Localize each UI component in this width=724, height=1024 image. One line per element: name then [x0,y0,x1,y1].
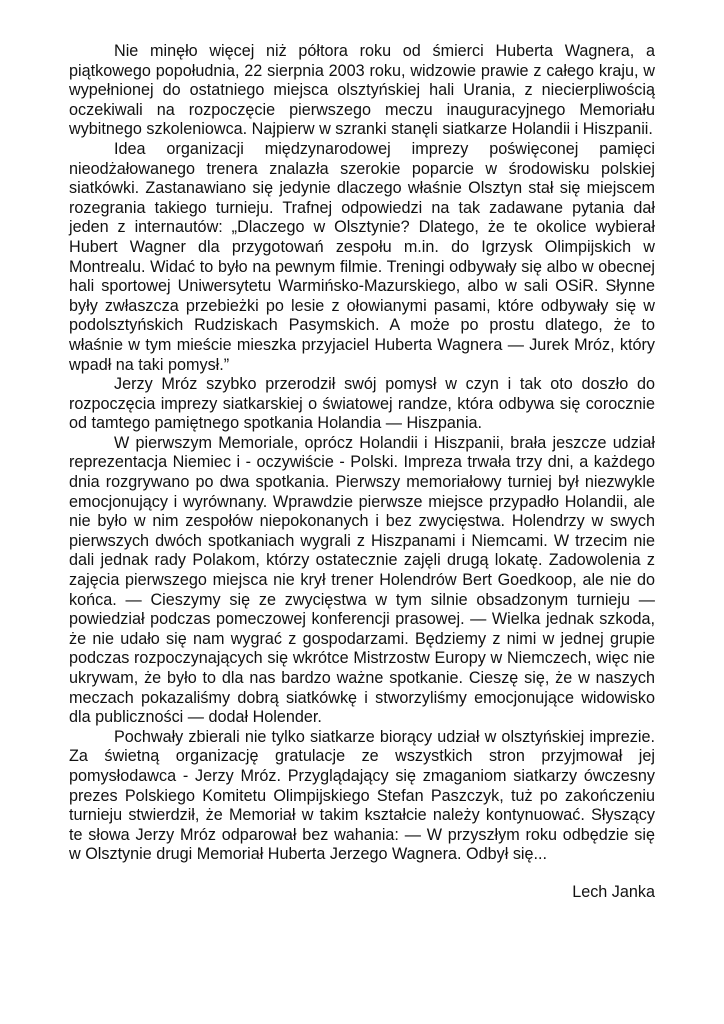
paragraph-5: Pochwały zbierali nie tylko siatkarze biorący udział w olsztyńskiej imprezie. Za świetną organizację gratulacje ze wszystkich stron przyjmował jej pomysłodawca - Jerzy Mróz. Przyglądający się zmaganiom siatkarzy ówczesny prezes Polskiego Komitetu Olimpijskiego Stefan Paszczyk, tuż po zakończeniu turnieju stwierdził, że Memoriał w takim kształcie należy kontynuować. Słyszący te słowa Jerzy Mróz odparował bez wahania: — W przyszłym roku odbędzie się w Olsztynie drugi Memoriał Huberta Jerzego Wagnera. Odbył się... [69,727,655,864]
document-page [69,42,655,903]
paragraph-2: Idea organizacji międzynarodowej imprezy poświęconej pamięci nieodżałowanego trenera znalazła szerokie poparcie w środowisku polskiej siatkówki. Zastanawiano się jedynie dlaczego właśnie Olsztyn stał się miejscem rozegrania takiego turnieju. Trafnej odpowiedzi na tak zadawane pytania dał jeden z internautów: „Dlaczego w Olsztynie? Dlatego, że te okolice wybierał Hubert Wagner dla przygotowań zespołu m.in. do Igrzysk Olimpijskich w Montrealu. Widać to było na pewnym filmie. Treningi odbywały się albo w obecnej hali sportowej Uniwersytetu Warmińsko-Mazurskiego, albo w sali OSiR. Słynne były zwłaszcza przebieżki po lesie z ołowianymi pasami, które odbywały się w podolsztyńskich Rudziskach Pasymskich. A może po prostu dlatego, że to właśnie w tym mieście mieszka przyjaciel Huberta Wagnera — Jurek Mróz, który wpadł na taki pomysł.” [69,139,655,374]
paragraph-1: Nie minęło więcej niż półtora roku od śmierci Huberta Wagnera, a piątkowego popołudnia, 22 sierpnia 2003 roku, widzowie prawie z całego kraju, w wypełnionej do ostatniego miejsca olsztyńskiej hali Urania, z niecierpliwością oczekiwali na rozpoczęcie pierwszego meczu inauguracyjnego Memoriału wybitnego szkoleniowca. Najpierw w szranki stanęli siatkarze Holandii i Hiszpanii. [69,42,655,139]
paragraph-4: W pierwszym Memoriale, oprócz Holandii i Hiszpanii, brała jeszcze udział reprezentacja Niemiec i - oczywiście - Polski. Impreza trwała trzy dni, a każdego dnia rozgrywano po dwa spotkania. Pierwszy memoriałowy turniej był niezwykle emocjonujący i wyrównany. Wprawdzie pierwsze miejsce przypadło Holandii, ale nie było w nim zespołów niepokonanych i bez zwycięstwa. Holendrzy w swych pierwszych dwóch spotkaniach wygrali z Hiszpanami i Niemcami. W trzecim nie dali jednak rady Polakom, którzy ostatecznie zajęli drugą lokatę. Zadowolenia z zajęcia pierwszego miejsca nie krył trener Holendrów Bert Goedkoop, ale nie do końca. — Cieszymy się ze zwycięstwa w tym silnie obsadzonym turnieju — powiedział podczas pomeczowej konferencji prasowej. — Wielka jednak szkoda, że nie udało się nam wygrać z gospodarzami. Będziemy z nimi w jednej grupie podczas rozpoczynających się wkrótce Mistrzostw Europy w Niemczech, więc nie ukrywam, że było to dla nas bardzo ważne spotkanie. Cieszę się, że w naszych meczach pokazaliśmy dobrą siatkówkę i stworzyliśmy emocjonujące widowisko dla publiczności — dodał Holender. [69,433,655,727]
author-signature: Lech Janka [572,882,655,901]
paragraph-3: Jerzy Mróz szybko przerodził swój pomysł w czyn i tak oto doszło do rozpoczęcia imprezy siatkarskiej o światowej randze, która odbywa się corocznie od tamtego pamiętnego spotkania Holandia — Hiszpania. [69,375,655,433]
